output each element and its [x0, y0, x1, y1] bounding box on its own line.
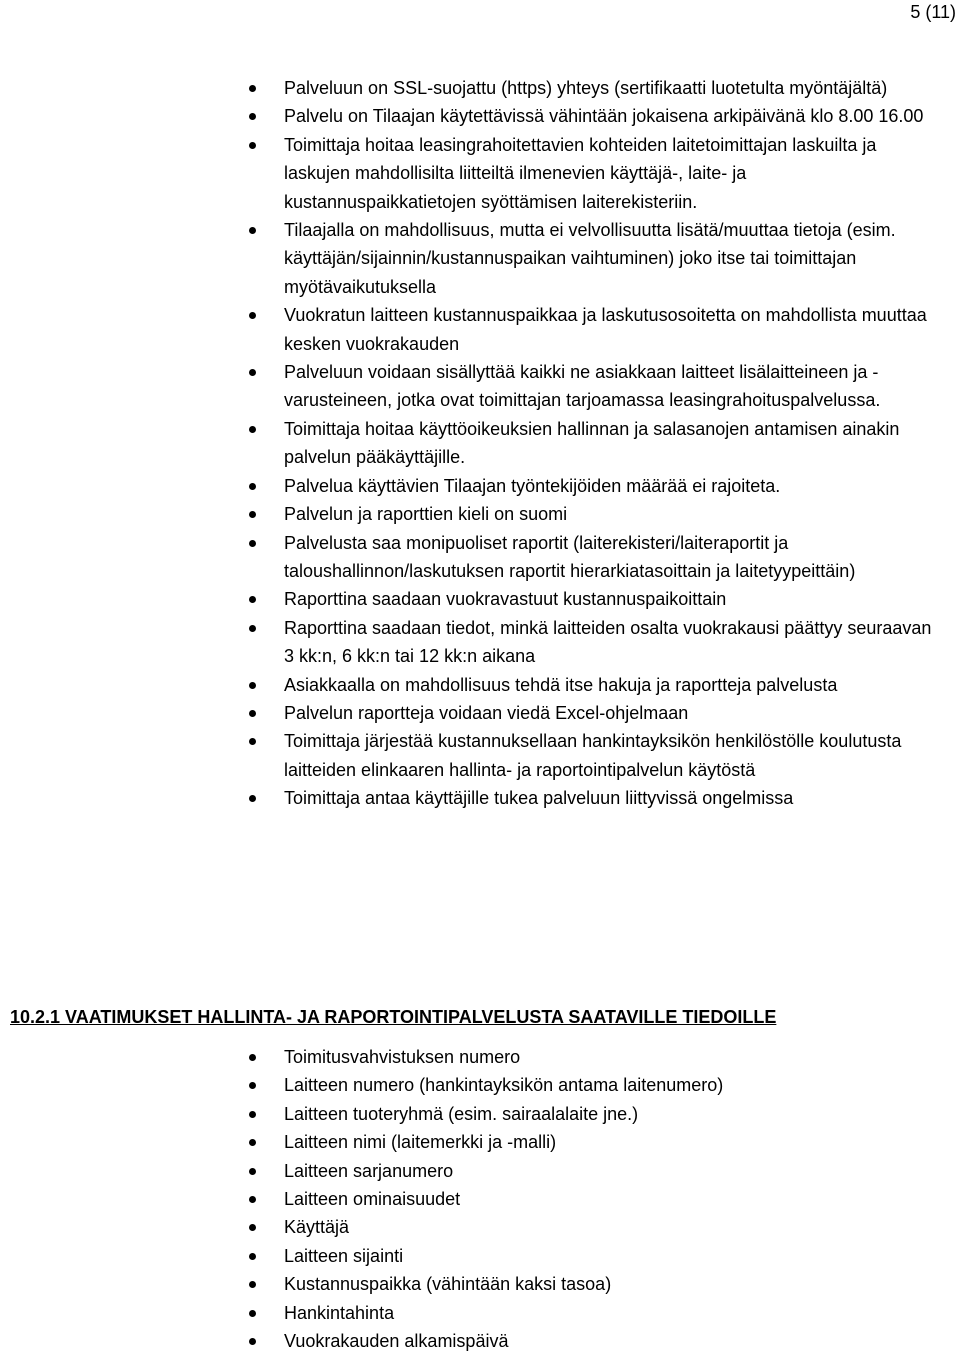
- list-item-text: Käyttäjä: [284, 1217, 350, 1238]
- list-item: [0, 131, 960, 216]
- bullet-icon: [249, 483, 256, 490]
- list-item: [0, 216, 960, 301]
- list-item: [0, 1043, 960, 1071]
- bullet-icon: [249, 369, 256, 376]
- bullet-icon: [249, 1054, 256, 1061]
- list-item-text: Kustannuspaikka (vähintään kaksi tasoa): [284, 1274, 612, 1295]
- list-item: [0, 1185, 960, 1213]
- list-item: [0, 699, 960, 727]
- list-item: [0, 500, 960, 528]
- list-item: [0, 1071, 960, 1099]
- list-item-text: Raporttina saadaan vuokravastuut kustannuspaikoittain: [284, 589, 727, 610]
- list-item: [0, 74, 960, 102]
- bullet-icon: [249, 1196, 256, 1203]
- bullet-icon: [249, 540, 256, 547]
- bullet-icon: [249, 1139, 256, 1146]
- list-item-text: Laitteen sarjanumero: [284, 1160, 454, 1181]
- requirements-list: [0, 74, 960, 813]
- bullet-icon: [249, 1310, 256, 1317]
- list-item-text: Laitteen ominaisuudet: [284, 1189, 461, 1210]
- list-item: [0, 102, 960, 130]
- bullet-icon: [249, 625, 256, 632]
- list-item-text: Hankintahinta: [284, 1302, 395, 1323]
- list-item-text: Toimittaja antaa käyttäjille tukea palveluun liittyvissä ongelmissa: [284, 788, 794, 809]
- list-item-text: Laitteen numero (hankintayksikön antama laitenumero): [284, 1075, 724, 1096]
- list-item: [0, 1327, 960, 1355]
- list-item: [0, 1213, 960, 1241]
- bullet-icon: [249, 682, 256, 689]
- list-item: [0, 1242, 960, 1270]
- list-item-text: Vuokratun laitteen kustannuspaikkaa ja laskutusosoitetta on mahdollista muuttaa kesken vuokrakauden: [284, 305, 927, 354]
- list-item-text: Laitteen sijainti: [284, 1245, 404, 1266]
- list-item: [0, 301, 960, 358]
- list-item: [0, 1270, 960, 1298]
- list-item: [0, 727, 960, 784]
- bullet-icon: [249, 511, 256, 518]
- data-fields-list: [0, 1043, 960, 1355]
- bullet-icon: [249, 795, 256, 802]
- bullet-icon: [249, 312, 256, 319]
- list-item-text: Toimittaja hoitaa leasingrahoitettavien kohteiden laitetoimittajan laskuilta ja laskujen mahdollisilta liitteiltä ilmenevien käyttäjä-, laite- ja kustannuspaikkatietojen syöttämisen laiterekisteriin.: [284, 134, 877, 212]
- bullet-icon: [249, 1082, 256, 1089]
- bullet-icon: [249, 1224, 256, 1231]
- list-item-text: Tilaajalla on mahdollisuus, mutta ei velvollisuutta lisätä/muuttaa tietoja (esim. käyttäjän/sijainnin/kustannuspaikan vaihtuminen) joko itse tai toimittajan myötävaikutuksella: [284, 220, 896, 297]
- bullet-icon: [249, 710, 256, 717]
- list-item: [0, 784, 960, 812]
- list-item: [0, 529, 960, 586]
- bullet-icon: [249, 738, 256, 745]
- list-item-text: Toimittaja hoitaa käyttöoikeuksien hallinnan ja salasanojen antamisen ainakin palvelun pääkäyttäjille.: [284, 418, 900, 468]
- list-item-text: Palveluun on SSL-suojattu (https) yhteys (sertifikaatti luotetulta myöntäjältä): [284, 78, 888, 98]
- bullet-icon: [249, 227, 256, 234]
- bullet-icon: [249, 1168, 256, 1175]
- list-item-text: Palvelusta saa monipuoliset raportit (laiterekisteri/laiteraportit ja taloushallinnon/laskutuksen raportit hierarkiatasoittain ja laitetyypeittäin): [284, 532, 856, 581]
- list-item-text: Toimittaja järjestää kustannuksellaan hankintayksikön henkilöstölle koulutusta laitteiden elinkaaren hallinta- ja raportointipalvelun käytöstä: [284, 731, 902, 780]
- bullet-icon: [249, 426, 256, 433]
- list-item-text: Toimitusvahvistuksen numero: [284, 1047, 521, 1067]
- list-item: [0, 585, 960, 613]
- list-item: [0, 415, 960, 472]
- list-item-text: Laitteen nimi (laitemerkki ja -malli): [284, 1132, 557, 1153]
- list-item: [0, 1128, 960, 1156]
- list-item-text: Palvelun ja raporttien kieli on suomi: [284, 504, 568, 525]
- list-item-text: Laitteen tuoteryhmä (esim. sairaalalaite jne.): [284, 1103, 639, 1124]
- list-item-text: Palvelun raportteja voidaan viedä Excel-ohjelmaan: [284, 702, 689, 723]
- list-item: [0, 358, 960, 415]
- list-item: [0, 1157, 960, 1185]
- bullet-icon: [249, 1111, 256, 1118]
- bullet-icon: [249, 85, 256, 92]
- bullet-icon: [249, 1338, 256, 1345]
- list-item: [0, 1299, 960, 1327]
- bullet-icon: [249, 142, 256, 149]
- list-item: [0, 614, 960, 671]
- list-item-text: Palvelu on Tilaajan käytettävissä vähintään jokaisena arkipäivänä klo 8.00 16.00: [284, 106, 924, 127]
- bullet-icon: [249, 596, 256, 603]
- list-item-text: Raporttina saadaan tiedot, minkä laitteiden osalta vuokrakausi päättyy seuraavan 3 kk:n, 6 kk:n tai 12 kk:n aikana: [284, 617, 932, 667]
- bullet-icon: [249, 1253, 256, 1260]
- list-item: [0, 472, 960, 500]
- page-number: 5 (11): [910, 2, 956, 22]
- list-item-text: Asiakkaalla on mahdollisuus tehdä itse hakuja ja raportteja palvelusta: [284, 674, 838, 695]
- bullet-icon: [249, 113, 256, 120]
- list-item-text: Vuokrakauden alkamispäivä: [284, 1331, 509, 1352]
- list-item-text: Palveluun voidaan sisällyttää kaikki ne asiakkaan laitteet lisälaitteineen ja -varusteineen, jotka ovat toimittajan tarjoamassa leasingrahoituspalvelussa.: [284, 362, 881, 411]
- list-item-text: Palvelua käyttävien Tilaajan työntekijöiden määrää ei rajoiteta.: [284, 475, 781, 496]
- list-item: [0, 1100, 960, 1128]
- section-heading: 10.2.1 VAATIMUKSET HALLINTA- JA RAPORTOINTIPALVELUSTA SAATAVILLE TIEDOILLE: [10, 1007, 777, 1027]
- bullet-icon: [249, 1281, 256, 1288]
- list-item: [0, 671, 960, 699]
